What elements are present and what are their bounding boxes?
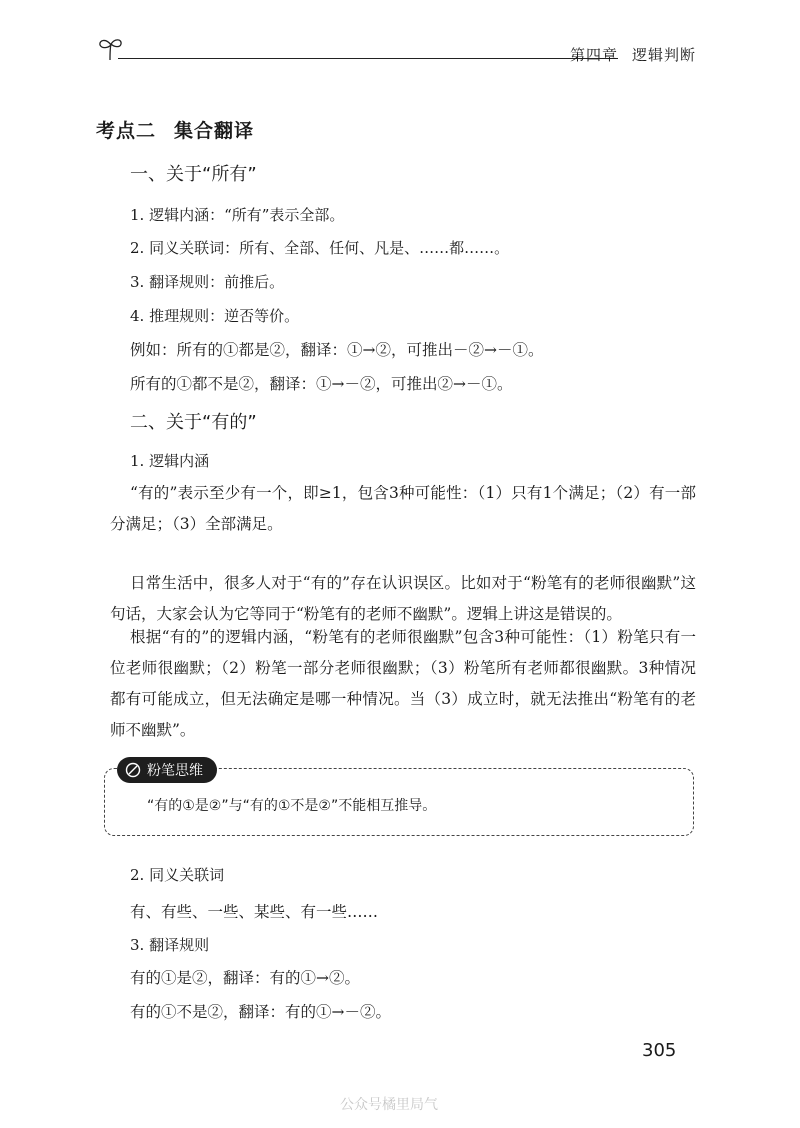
part1-line-1: 1. 逻辑内涵：“所有”表示全部。 xyxy=(130,206,345,224)
rule-line-1: 有的①是②，翻译：有的①→②。 xyxy=(130,969,360,987)
part1-line-2: 2. 同义关联词：所有、全部、任何、凡是、……都……。 xyxy=(130,239,510,257)
part1-line-3: 3. 翻译规则：前推后。 xyxy=(130,273,285,291)
paragraph-3: 根据“有的”的逻辑内涵，“粉笔有的老师很幽默”包含3种可能性：（1）粉笔只有一位老师很幽默；（2）粉笔一部分老师很幽默；（3）粉笔所有老师都很幽默。3种情况都有可能成立，但无法确定是哪一种情况。当（3）成立时，就无法推出“粉笔有的老师不幽默”。 xyxy=(110,628,696,739)
paragraph-2: 日常生活中，很多人对于“有的”存在认识误区。比如对于“粉笔有的老师很幽默”这句话，大家会认为它等同于“粉笔有的老师不幽默”。逻辑上讲这是错误的。 xyxy=(110,574,696,623)
part1-example-2: 所有的①都不是②，翻译：①→－②，可推出②→－①。 xyxy=(130,375,513,393)
page-header xyxy=(96,36,696,66)
part1-line-4: 4. 推理规则：逆否等价。 xyxy=(130,307,300,325)
part2-subheading-2: 2. 同义关联词 xyxy=(130,866,225,884)
part1-heading: 一、关于“所有” xyxy=(130,164,257,185)
chapter-number: 第四章 xyxy=(569,46,618,64)
page-number: 305 xyxy=(642,1040,677,1061)
part2-subheading-3: 3. 翻译规则 xyxy=(130,936,210,954)
rule-line-2: 有的①不是②，翻译：有的①→－②。 xyxy=(130,1003,391,1021)
watermark: 公众号橘里局气 xyxy=(340,1097,438,1113)
synonyms-line: 有、有些、一些、某些、有一些…… xyxy=(130,903,379,921)
part1-example-1: 例如：所有的①都是②，翻译：①→②，可推出－②→－①。 xyxy=(130,341,544,359)
section-heading xyxy=(96,116,254,143)
chapter-title: 逻辑判断 xyxy=(631,46,696,64)
part2-subheading-1: 1. 逻辑内涵 xyxy=(130,452,210,470)
paragraph-1: “有的”表示至少有一个，即≥1，包含3种可能性：（1）只有1个满足；（2）有一部分满足；（3）全部满足。 xyxy=(110,484,696,533)
callout-tab xyxy=(117,757,217,783)
callout-text: “有的①是②”与“有的①不是②”不能相互推导。 xyxy=(147,798,437,814)
tip-callout xyxy=(104,763,694,836)
section-title: 集合翻译 xyxy=(174,120,255,142)
header-rule xyxy=(118,58,618,59)
chalk-icon xyxy=(125,762,141,778)
callout-tab-label: 粉笔思维 xyxy=(147,763,203,779)
section-label: 考点二 xyxy=(96,120,157,142)
header-chapter xyxy=(556,44,696,65)
part2-heading: 二、关于“有的” xyxy=(130,412,257,433)
